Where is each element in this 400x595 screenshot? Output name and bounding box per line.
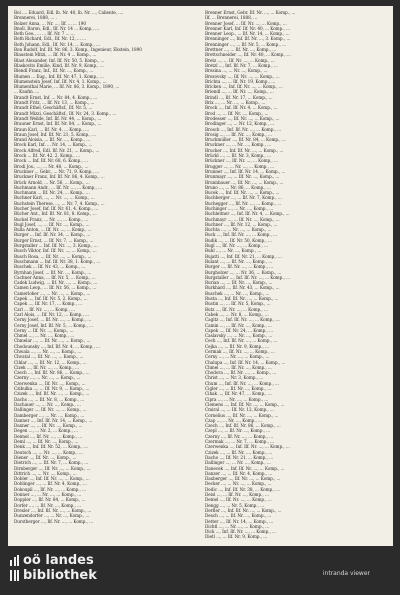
entry-line-left: Blast Alexander, Inf. Ilf. Nr. 50, 5. Komp., ... xyxy=(14,57,105,63)
entry-line-left: Carl Alois, ... Ilf. Nr. 12, ... Komp., ... xyxy=(14,311,89,317)
entry-line-right: Dedic ..., Inf. Ilf. Nr. 38, ... Komp., ... xyxy=(205,486,280,492)
entry-line-right: Brunmayr ..., ... Ilf. Nr. ..., Komp., ... xyxy=(205,174,280,180)
entry-line-right: Dichtl ..., ... Nr. ..., ... Komp., ... xyxy=(205,523,270,529)
entry-line-right: Brenner Karl, Inf. Ilf. Nr. 40, ... Komp., ... xyxy=(205,25,290,31)
entry-line-right: Brenner Josef, ... Ilf. Nr. ..., ... Komp., ... xyxy=(205,20,287,26)
entry-line-left: Deutsch ..., ... Nr. ..., ... Komp., ... xyxy=(14,449,83,455)
entry-line-left: Blendl Franz, Inf., Ilf. Nr. ..., Komp., ... xyxy=(14,68,94,74)
entry-line-left: Brodi Jos., ..., ... Nr. 48, ... Komp., ... xyxy=(14,163,89,169)
entry-line-left: Dietrich ..., ... Ilf. Nr. 7, ... Komp., ... xyxy=(14,460,89,466)
entry-line-left: Czizek ..., Inf. Ilf. Nr. ..., ... Komp., ... xyxy=(14,391,90,397)
entry-line-left: Degen ..., ... Nr. 2, ... Komp., ... xyxy=(14,428,78,434)
entry-line-left: Byrnhan Josef, ... Ilf. Nr. ..., Komp., ... xyxy=(14,269,92,275)
entry-line-left: Brock Alfred, Edl. Ilf. Nr. 21, ... Komp., ... xyxy=(14,147,100,153)
entry-line-left: Denk ..., Inf. Ilf. Nr. 52, ... Komp., ... xyxy=(14,444,88,450)
entry-line-left: Drexler ..., Inf. Ilf. Nr. ..., ... Komp., ... xyxy=(14,507,92,513)
entry-line-right: Capek ..., Ilf. Nr. 24, ... Komp., ... xyxy=(205,327,273,333)
entry-line-right: Brod ..., ... Ilf. Nr. ..., Komp., ... xyxy=(205,110,269,116)
entry-line-right: Caslavsky ..., ... Nr. ..., Komp., ... xyxy=(205,333,273,339)
entry-line-left: Cihlar ..., ... Ilf. Nr. 12, ... Komp., ... xyxy=(14,359,87,365)
entry-line-left: Bulla Anton, ... Ilf. Nr. ..., ... Komp., ... xyxy=(14,227,92,233)
entry-line-right: Buchner ..., Ilf. Nr. 12, ... Komp., ... xyxy=(205,221,278,227)
entry-line-right: Dengg ..., ... Nr. 5, Komp., ... xyxy=(205,502,264,508)
entry-line-left: Blumenstein Josef, Inf. Ilf. Nr. 4, 1. Komp., ... xyxy=(14,78,107,84)
entry-line-left: Burgstaller ... Inf. Ilf. Nr. ..., 3. Komp., ... xyxy=(14,243,98,249)
entry-line-right: Dallinger ..., ... Nr. ..., Komp., ... xyxy=(205,460,271,466)
entry-line-left: Both Johann, Edl., Ilf. Nr. 14, ... Komp., ... xyxy=(14,41,100,47)
entry-line-right: Brenner Ernst, Gebr. Ilf. Nr. ..., ... Komp., ... xyxy=(205,10,296,15)
entry-line-left: Blaskovits Emilie, Kind, Ilf. Nr. 9, Komp., ... xyxy=(14,62,104,68)
entry-line-right: Buchmayr ..., ... Ilf. Nr. ..., Komp., ... xyxy=(205,216,280,222)
entry-line-left: Braun Josef, Inf. Ilf. Nr. 21, 5. Komp., ... xyxy=(14,131,96,137)
entry-line-right: Bretz ..., ... Ilf. Nr. ..., ... Komp., ... xyxy=(205,57,275,63)
entry-line-left: Dallinger ..., Ilf. Nr. ..., ... Komp., ... xyxy=(14,407,87,413)
entry-line-left: Blaustein Mitzi, ... Ilf. Nr. 4 ... Komp., ... xyxy=(14,52,97,58)
entry-line-right: Dietl ..., ... Ilf. Nr. 9, Komp., ... xyxy=(205,534,268,540)
entry-line-left: Brandt Ethel, Geschäftsf., Ilf. Nr. 5, ... xyxy=(14,105,93,111)
entry-line-left: Diener ..., Ilf. Nr. ..., Komp., ... xyxy=(14,454,77,460)
entry-line-left: Brock ... Inf. Ilf. Nr. 68, 6. Komp., ... xyxy=(14,158,88,164)
entry-line-left: Bnoll, Baron, Edl., Ilf. Nr. 14 ... Komp., ... xyxy=(14,25,99,31)
entry-line-right: Buschek ..., ... Nr. ..., Komp., ... xyxy=(205,290,270,296)
entry-line-right: Brenninger ..., Inf. Ilf. Nr. ..., 3. Komp., ... xyxy=(205,36,291,42)
entry-line-right: Bucek ..., Inf. Ilf. Nr. ..., ... Komp., ... xyxy=(205,190,280,196)
entry-line-right: Czap ..., ... Nr. ..., Komp., ... xyxy=(205,417,262,423)
entry-line-right: Brunnbauer ..., Ilf. Nr. ..., ... Komp., ... xyxy=(205,179,284,185)
entry-line-left: Boi .... Eduard, Edl. lb. Nr. 40, lb. Nr. ..., Caliente, .... xyxy=(14,10,124,15)
entry-line-right: Czerny ..., Ilf. Nr. ..., ... Komp., ... xyxy=(205,433,274,439)
entry-line-left: Carl ... Ilf. Nr. ..., ... Komp., ... xyxy=(14,306,75,312)
entry-line-left: Cachner Anna, ... Ilf. Nr. 5, ... Komp., ... xyxy=(14,274,96,280)
entry-line-right: Cigler ..., ... Ilf. Nr. ..., Komp., ... xyxy=(205,386,272,392)
entry-line-left: Burger ... Inf. Ilf. Nr. 34, ... Komp., ... xyxy=(14,232,91,238)
entry-line-right: Brodinger ..., ... Nr. 12, Komp., ... xyxy=(205,121,274,127)
entry-line-left: Czibulka ..., ... Ilf. Nr. 9, ... Komp., ... xyxy=(14,386,90,392)
entry-line-left: Brennerei, 1888, ... . xyxy=(14,15,57,21)
entry-line-right: Buck ..., Inf. Ilf. Nr. ..., ... Komp., ... xyxy=(205,232,277,238)
logo-bars-icon xyxy=(10,555,19,566)
entry-line-right: Brückl ..., ... Ilf. Nr. 3, Komp., ... xyxy=(205,153,271,159)
entry-line-right: Brettner ..., ... Ilf. Nr. ..., Komp., ... xyxy=(205,47,277,53)
entry-line-right: Derfler ..., Inf. Ilf. Nr. ..., ... Komp., ... xyxy=(205,507,282,513)
logo-text-line1: oö landes xyxy=(23,553,94,568)
entry-line-right: Brindl ..., Ilf. Nr. 17, ... Komp., ... xyxy=(205,94,273,100)
entry-line-left: Buckel Franz, ... Nr. ..., ... Komp., ... xyxy=(14,216,89,222)
entry-line-right: Bugl ..., Ilf. Nr. ..., ... Komp., ... xyxy=(205,243,268,249)
entry-line-right: Cipra ..., ... Nr. ..., ... Komp., ... xyxy=(205,396,269,402)
entry-line-right: Butz ..., Ilf. Nr. ..., ... Komp., ... xyxy=(205,306,268,312)
entry-line-left: Capek ..., Ilf. Nr. 17, ... Komp., ... xyxy=(14,301,82,307)
entry-line-right: Brodesser ..., Ilf. Nr. ..., ... Komp., ... xyxy=(205,115,280,121)
entry-line-right: Danzer ..., ... Ilf. Nr. 4, Komp., ... xyxy=(205,470,273,476)
entry-line-left: Blumenthal Marie, ... Ilf. Nr. 86, 3. Komp., 1890, ... xyxy=(14,84,120,90)
entry-line-right: Czerwenka ..., Inf. Ilf. Nr. ..., ... Komp., ... xyxy=(205,444,290,450)
entry-line-left: Deml ..., ... Ilf. Nr. ..., Komp., ... xyxy=(14,439,79,445)
entry-line-right: Brezina ..., ... Nr. ..., Komp., ... xyxy=(205,68,268,74)
entry-line-right: Briendl ..., ... Ilf. Nr. ..., Komp., ... xyxy=(205,89,274,95)
entry-line-left: Damberger ..., ... Nr. ..., Komp., ... xyxy=(14,412,85,418)
entry-line-right: Cejka ..., ... Ilf. Nr. 9, Komp., ... xyxy=(205,343,269,349)
entry-line-right: Brückner ..., Ilf. Nr. ..., ... Komp., ... xyxy=(205,158,278,164)
entry-line-right: Bruckmüller ..., Ilf. Nr. 84, ... Komp., ... xyxy=(205,137,286,143)
entry-line-left: Brock Karl, Inf. ... Nr. 14, ... Komp., ... xyxy=(14,142,93,148)
entry-line-right: Camin ..., ... Ilf. Nr. ..., Komp., ... xyxy=(205,322,272,328)
entry-line-left: Cerny Josef, ... Ilf. Nr. ..., ... Komp., ... xyxy=(14,317,92,323)
entry-line-left: Czerny ..., ... Nr. ..., ... Komp., ... xyxy=(14,375,81,381)
logo-bars-icon-2 xyxy=(10,570,19,581)
entry-line-right: Brenninger ..., ... Ilf. Nr. 5, ... Komp., ... xyxy=(205,41,286,47)
entry-line-left: Brandt Fritz, ... Ilf. Nr. 13, ... Komp., ... xyxy=(14,100,95,106)
entry-line-right: Brix ..., ... Nr. ..., ... Komp., ... xyxy=(205,100,266,106)
entry-line-left: Dachauer ..., ... Nr. ..., Komp., ... xyxy=(14,401,81,407)
entry-line-left: Daxner ..., ... Ilf. Nr. ..., Komp., ... xyxy=(14,423,83,429)
entry-line-right: Bretzl ..., Inf. Ilf. Nr. 7, ... Komp., ... xyxy=(205,62,278,68)
entry-line-right: Dacho ..., Ilf. Nr. 21, ... Komp., ... xyxy=(205,454,273,460)
entry-line-right: Buchinger ..., ... Nr. ..., Komp., ... xyxy=(205,205,274,211)
entry-line-right: Burkhard ..., Ilf. Nr. 43, ... Komp., ... xyxy=(205,285,280,291)
entry-line-left: Cerny Josef, Inf. Ilf. Nr. 5, ... Komp., ... xyxy=(14,322,93,328)
entry-line-left: Czech ..., Inf. Ilf. Nr. 86, ... Komp., ... xyxy=(14,370,90,376)
entry-line-left: Buchstein Therese, ..., ... Nr. 7, 4. Komp., ... xyxy=(14,200,105,206)
entry-line-left: Bucher Josef, Inf. Ilf. Nr. 61, 4. Komp., ... xyxy=(14,205,99,211)
entry-line-right: Cagitz ..., Inf. Ilf. Nr. ..., ... Komp., ... xyxy=(205,317,280,323)
entry-line-right: Bruno ..., ... Nr. 86, ... Komp., ... xyxy=(205,184,271,190)
entry-line-right: Brettschneider ..., Ilf. Nr. 40, ... Komp., ... xyxy=(205,52,291,58)
entry-line-right: Decker ..., ... Nr. ..., ... Komp., ... xyxy=(205,481,272,487)
entry-line-left: Buchmann Andr., ... Ilf. Nr. ..., ... Komp., ... xyxy=(14,184,102,190)
entry-line-right: Bustin ..., ... Ilf. Nr. 5, Komp., ... xyxy=(205,301,271,307)
entry-line-right: Cornelius ..., Ilf. Nr. ..., ... Komp., ... xyxy=(205,412,279,418)
entry-line-left: Deimel ..., Ilf. Nr. ..., ... Komp., ... xyxy=(14,433,83,439)
entry-line-right: Buchberger ..., ... Ilf. Nr. 7, Komp., ... xyxy=(205,195,282,201)
entry-line-left: Brauner Ernst, Inf. Ilf. Nr. 84, ... Komp., ... xyxy=(14,121,102,127)
entry-line-left: Donner ..., ... Nr. ..., ... Komp., ... xyxy=(14,492,82,498)
entry-line-right: Buhl ..., ... Nr. ..., Komp., ... xyxy=(205,248,262,254)
logo-text-line2: bibliothek xyxy=(23,568,97,583)
entry-line-right: Cermak ..., Ilf. Nr. ..., ... Komp., ... xyxy=(205,349,275,354)
entry-line-left: Bücher Ant., Inf. Ilf. Nr. 81, 8. Komp., ... xyxy=(14,211,97,217)
entry-line-right: Buchleitner ..., Inf. Ilf. Nr. 4, ... Komp., ... xyxy=(205,211,290,217)
entry-line-right: Chalupa ..., Inf. Ilf. Nr. 14, ... Komp., ... xyxy=(205,359,286,365)
entry-line-left: Cadek Ludwig, ... Ilf. Nr. ..., ... Komp., ... xyxy=(14,280,98,286)
entry-line-right: Budik ..., ... Ilf. Nr. 50, Komp., ... xyxy=(205,237,272,243)
entry-line-right: Danecek ..., Inf. Ilf. Nr. ..., ... Komp., ... xyxy=(205,465,285,471)
entry-line-left: Capek ..., Inf. Ilf. Nr. 5, 2. Komp., ... xyxy=(14,296,88,302)
entry-line-left: Dokoupil ..., Ilf. Nr. ..., ... Komp., ... xyxy=(14,486,86,492)
entry-line-right: Dick ..., Inf. Ilf. Nr. ..., ... Komp., ... xyxy=(205,529,276,535)
entry-line-right: Chmel ..., ... Ilf. Nr. ..., Komp., ... xyxy=(205,364,272,370)
entry-line-left: Braun Karl, ... Ilf. Nr. 4, ... Komp., ... xyxy=(14,126,89,132)
entry-line-left: Chmelar ..., ... Ilf. Nr. ..., ... Komp., ... xyxy=(14,338,91,344)
entry-line-left: Camen Leop., ... Ilf. Nr. 56, ... Komp., ... xyxy=(14,285,97,291)
entry-line-left: Chwala ..., ... Nr. ..., ... Komp., ... xyxy=(14,349,82,354)
entry-line-right: Bulant ..., ... Ilf. Nr. ..., Komp., ... xyxy=(205,258,273,264)
entry-line-left: Czerwenka ..., Ilf. Nr. ..., Komp., ... xyxy=(14,380,86,386)
entry-line-right: Chodora ..., Ilf. Nr. ..., ... Komp., ... xyxy=(205,370,277,376)
entry-line-right: Burian ..., ... Ilf. Nr. ..., Komp., ... xyxy=(205,280,273,286)
entry-line-right: Clemens ..., Inf. Ilf. Nr. ..., ... Komp., ... xyxy=(205,401,285,407)
entry-line-right: Buchta ..., ... Nr. ..., ... Komp., ... xyxy=(205,227,272,233)
entry-line-left: Dobler ..., Inf. Ilf. Nr. ..., ... Komp., ... xyxy=(14,476,90,482)
entry-line-left: Durstberger ..., Ilf. Nr. ..., ... Komp., ... xyxy=(14,518,94,524)
viewer-label[interactable]: intranda viewer xyxy=(322,570,370,577)
entry-line-left: Bruckner ... Gebr., ... Nr. 71, 9. Komp., ... xyxy=(14,168,99,174)
entry-line-left: Buschmann ... Inf. Ilf. Nr. 38, 1. Komp., ... xyxy=(14,258,101,264)
entry-line-left: Dittrich ..., ... Nr. ..., Komp., ... xyxy=(14,470,77,476)
entry-line-right: Buchegger ..., Ilf. Nr. ..., ... Komp., ... xyxy=(205,200,282,206)
entry-line-right: Ilf. ... Brennerei, 1888, ... xyxy=(205,15,258,21)
entry-line-left: Dorfer ..., ... Ilf. Nr. ..., Komp., ... xyxy=(14,502,81,508)
entry-line-right: Burgstaller ..., Inf. Ilf. Nr. ..., ... Komp., ... xyxy=(205,274,290,280)
entry-line-left: Bruckner Franz, Inf. Ilf. Nr. 86, 4. Komp., ... xyxy=(14,174,105,180)
entry-line-left: Dirnberger ..., Ilf. Nr. ..., ... Komp., ... xyxy=(14,465,91,471)
entry-line-left: Buchner Karl, ..., ... Nr. ..., ... Komp., ... xyxy=(14,195,95,201)
entry-line-right: Cmiral ..., ... Ilf. Nr. 12, Komp., ... xyxy=(205,407,274,413)
entry-line-right: Brichta ..., ... Ilf. Nr. 19, Komp., ... xyxy=(205,78,276,84)
entry-line-right: Brock ..., Inf. Ilf. Nr. 4, ... Komp., ... xyxy=(205,105,278,111)
entry-line-right: Bruckner ..., ... Nr. ..., Komp., ... xyxy=(205,142,271,148)
entry-line-right: Christ ..., ... Nr. 3, Komp., ... xyxy=(205,375,264,381)
entry-line-left: Cerny ... Ilf. Nr. ..., Komp., ... xyxy=(14,327,74,333)
entry-line-right: Daxberger ..., Ilf. Nr. ..., ... Komp., ... xyxy=(205,476,281,482)
entry-line-left: ... Kaufm. ... xyxy=(14,89,40,95)
entry-line-right: Cabek ..., ... Nr. 8, ... Komp., ... xyxy=(205,311,269,317)
entry-line-left: Chodounsky ..., Inf. Ilf. Nr. 4, ... Komp., ... xyxy=(14,343,100,349)
entry-line-right: Brucker ..., Inf. Ilf. Nr. ..., ... Komp., ... xyxy=(205,147,284,153)
entry-line-right: Brosig ..., ... Ilf. Nr. ..., Komp., ... xyxy=(205,131,272,137)
entry-line-left: Both Geo., ... ... Ilf. Nr. 7 ... ... xyxy=(14,31,75,37)
entry-line-right: Bricken ..., Inf. Ilf. Nr. ..., ... Komp., ... xyxy=(205,84,283,90)
entry-line-right: Demel ..., Ilf. Nr. ..., ... Komp., ... xyxy=(205,497,272,503)
entry-line-left: Doppler ..., Ilf. Nr. 84, ... Komp., ... xyxy=(14,497,86,503)
entry-line-right: Chum ..., Inf. Ilf. Nr. ..., ... Komp., ... xyxy=(205,380,279,386)
entry-line-left: Brock ... Ilf. Nr. 42, 2. Komp., ... xyxy=(14,153,80,159)
entry-line-left: Chvatal ..., Ilf. Nr. ..., ... Komp., ... xyxy=(14,354,84,360)
entry-line-right: Desch ..., ... Ilf. Nr. ..., Komp., ... xyxy=(205,513,272,519)
entry-line-right: Bujatti ..., Inf. Ilf. Nr. 21, ... Komp., ... xyxy=(205,253,282,259)
entry-line-left: Buschek ... Ilf. Nr. 43, ... Komp., ... xyxy=(14,264,86,270)
entry-line-left: Camerloher ..., ... Nr. ..., ... Komp., ... xyxy=(14,290,91,296)
entry-line-right: Czermak ..., ... Nr. 7, ... Komp., ... xyxy=(205,439,274,445)
entry-line-left: Dunzendorfer ..., ... Nr. ..., Komp., ... xyxy=(14,513,90,519)
entry-line-left: Brück Arnold, ... Nr. 56, ... Komp., ... xyxy=(14,179,90,185)
entry-line-right: Cerny ..., ... Nr. ..., ... Komp., ... xyxy=(205,354,270,360)
entry-line-left: Burger Ernst, ... Ilf. Nr. 7, ... Komp., ... xyxy=(14,237,94,243)
entry-line-left: Bon Rudolf, Inf. Ilf. Nr. 86, 3. Komp., Ingenieur, Ekstein, 1890 xyxy=(14,47,142,53)
entry-line-right: Czech ..., Inf. Ilf. Nr. 86, ... Komp., ... xyxy=(205,423,281,429)
entry-line-left: Busch Viktor, Inf. Ilf. Nr. ..., ... Komp., ... xyxy=(14,248,97,254)
entry-line-left: Blumen ... Eug., Inf. Ilf. Nr. 47, 1. Komp., ... xyxy=(14,73,104,79)
entry-line-left: Doblinger ..., ... Ilf. Nr. 4, Komp., ... xyxy=(14,481,87,487)
entry-line-right: Brezovsky ..., Ilf. Nr. ..., ... Komp., ... xyxy=(205,73,280,79)
entry-line-left: Buchmann ... Ilf. Nr. 24, ... Komp., ... xyxy=(14,190,90,196)
entry-line-left: Danner ..., Inf. Ilf. Nr. 14, ... Komp., ... xyxy=(14,417,93,423)
entry-line-right: Czizek ..., ... Ilf. Nr. ..., Komp., ... xyxy=(205,449,273,455)
entry-line-right: Deisl ..., ... Ilf. Nr. ..., Komp., ... xyxy=(205,492,269,498)
entry-line-right: Cech ..., Inf. Ilf. Nr. ..., ... Komp., ... xyxy=(205,338,278,344)
entry-line-right: Cihak ..., Ilf. Nr. 47, ... Komp., ... xyxy=(205,391,272,397)
entry-line-left: Brandt Ernst, Inf. ... Nr. 84, 4. Komp., ... xyxy=(14,94,98,100)
entry-line-right: Busta ..., Inf. Ilf. Nr. ..., ... Komp., ... xyxy=(205,296,279,302)
entry-line-left: Brandt Weilde, Inf. Ilf. Nr. 44, ... Komp., ... xyxy=(14,115,102,121)
entry-line-right: Brunner ..., Inf. Ilf. Nr. 14, ... Komp., ... xyxy=(205,168,286,174)
entry-line-left: Busch Rosa, ... Ilf. Nr. ..., ... Komp., ... xyxy=(14,253,92,259)
entry-line-left: Brand Aloisia, ... Ilf. Nr. ..., Komp., ... xyxy=(14,137,91,143)
entry-line-left: Chmel ..., ... Nr. ..., Komp., ... xyxy=(14,333,74,339)
left-column xyxy=(14,10,200,524)
entry-line-right: Brosch ..., Inf. Ilf. Nr. ..., ... Komp., ... xyxy=(205,126,282,132)
library-logo[interactable] xyxy=(10,553,97,583)
entry-line-left: Bolzer Anna, ... Nr. ..., Ilf. ... ... 190 xyxy=(14,20,86,26)
entry-line-right: Burgholzer ..., ... Nr. 36, ... Komp., ... xyxy=(205,269,282,275)
entry-line-right: Detter ..., Ilf. Nr. 14, ... Komp., ... xyxy=(205,518,274,524)
entry-line-left: Brandt Mizzi, Geschäftsf., Ilf. Nr. 24, 3. Komp., ... xyxy=(14,110,117,116)
entry-line-right: Burger ..., Ilf. Nr. ..., ... Komp., ... xyxy=(205,264,274,270)
entry-line-left: Both Richard, Edl., Ilf. Nr. 12, ... ... xyxy=(14,36,86,42)
entry-line-right: Brugger ..., ... Nr. ..., ... Komp., ... xyxy=(205,163,274,169)
entry-line-right: Czepl ..., ... Ilf. Nr. ..., Komp., ... xyxy=(205,428,271,434)
entry-line-right: Brenner Leop., ... Ilf. Nr. 14, ... Komp., ... xyxy=(205,31,290,37)
document-page xyxy=(8,6,393,546)
entry-line-left: Cizek ..., Ilf. Nr. ..., ... Komp., ... xyxy=(14,364,79,370)
entry-line-left: Bugl Josef, ..., ... Ilf. Nr. ..., Komp., ... xyxy=(14,221,90,227)
right-column xyxy=(205,10,391,540)
entry-line-left: Dachs ..., ... Ilf. Nr. 8, ... Komp., ... xyxy=(14,396,85,402)
